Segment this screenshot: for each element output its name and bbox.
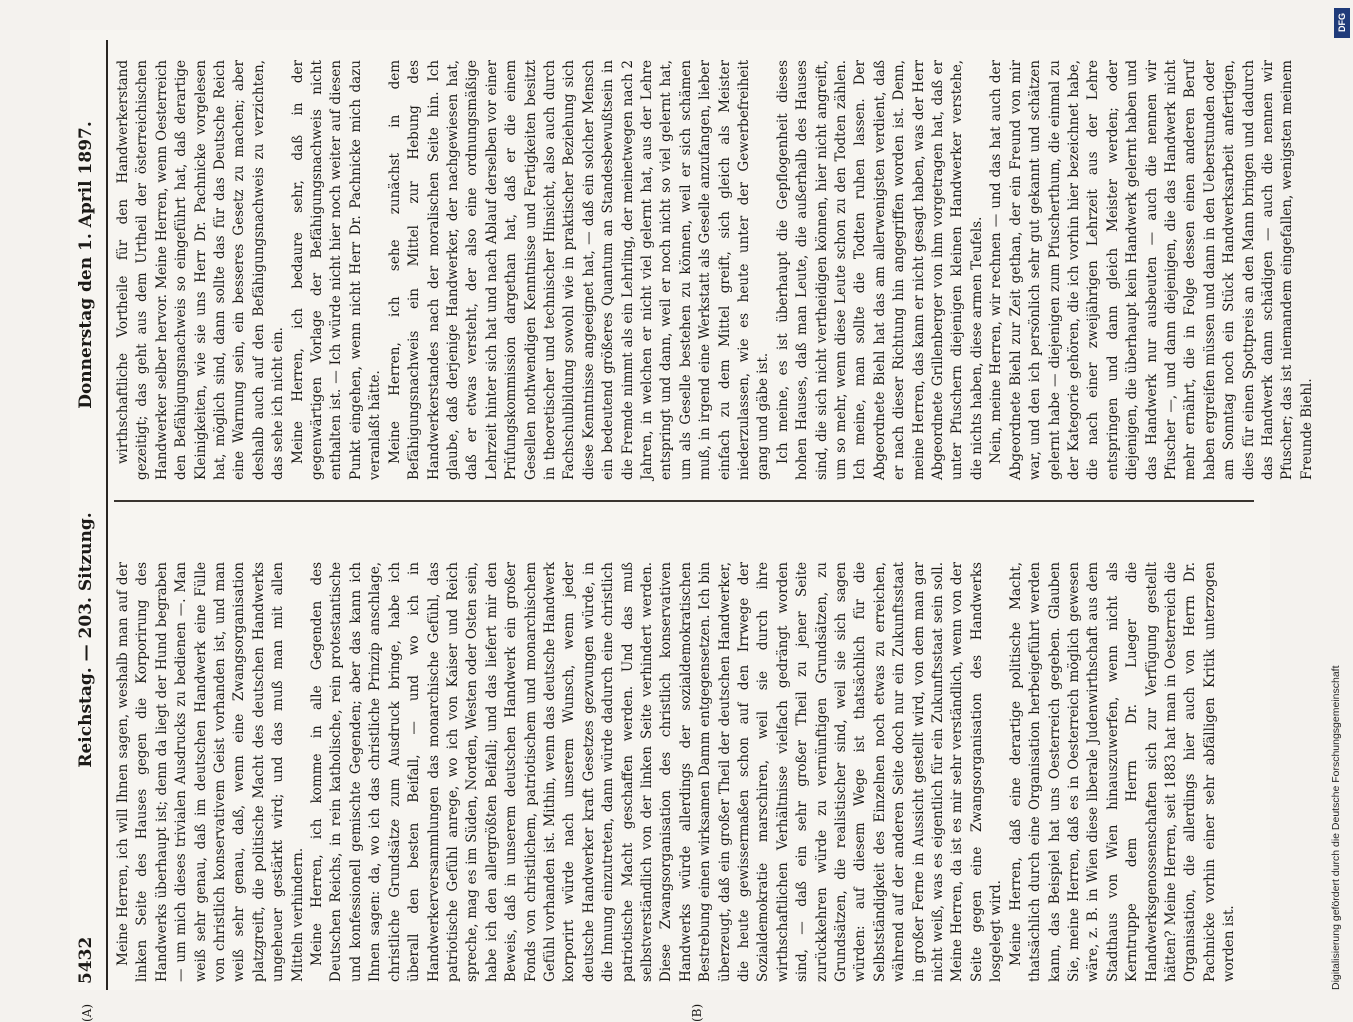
- paragraph: wirthschaftliche Vortheile für den Handwerkerstand gezeitigt; das geht aus dem Urtheil der österreichischen Handwerker selber hervor. Meine Herren, wenn Oesterreich den Befähigungsnachweis so eingeführt hat, daß derartige Kleinigkeiten, wie sie uns Herr Dr. Pachnicke vorgelesen hat, möglich sind, dann sollte das für das Deutsche Reich eine Warnung sein, ein besseres Gesetz zu machen; aber deshalb auch auf den Befähigungsnachweis zu verzichten, das sehe ich nicht ein.: [115, 60, 287, 480]
- paragraph: Nein, meine Herren, wir rechnen — und das hat auch der Abgeordnete Biehl zur Zeit gethan, der ein Freund von mir war, und den ich persönlich sehr gut gekannt und schätzen gelernt habe — diejenigen zum Pfuscherthum, die einmal zu der Kategorie gehören, die ich vorhin hier bezeichnet habe, die nach einer zweijährigen Lehrzeit aus der Lehre entspringen und dann gleich Meister werden; oder diejenigen, die überhaupt kein Handwerk gelernt haben und das Handwerk nur ausbeuten — auch die nennen wir Pfuscher —, und dann diejenigen, die das Handwerk nicht mehr ernährt, die in Folge dessen einen anderen Beruf haben ergreifen müssen und dann in den Ueberstunden oder am Sonntag noch ein Stück Handwerksarbeit anfertigen, dies für einen Spottpreis an den Mann bringen und dadurch das Handwerk dann schädigen — auch die nennen wir Pfuscher; das ist niemandem eingefallen, wenigsten meinem Freunde Biehl.: [988, 60, 1315, 480]
- paragraph: Meine Herren, daß eine derartige politische Macht, thatsächlich durch eine Organisation herbeigeführt werden kann, das Beispiel hat uns Oesterreich gegeben. Glauben Sie, meine Herren, daß es in Oesterreich möglich gewesen wäre, z. B. in Wien diese liberale Judenwirthschaft aus dem Stadthaus von Wien hinauszuwerfen, wenn nicht als Kerntruppe dem Herrn Dr. Lueger die Handwerksgenossenschaften sich zur Verfügung gestellt hätten? Meine Herren, seit 1883 hat man in Oesterreich die Organisation, die allerdings hier auch von Herrn Dr. Pachnicke vorhin einer sehr abfälligen Kritik unterzogen worden ist.: [1007, 562, 1238, 982]
- column-divider: [114, 500, 1254, 502]
- paragraph: Meine Herren, ich will Ihnen sagen, weshalb man auf der linken Seite des Hauses gegen die Korporirung des Handwerks überhaupt ist; denn da liegt der Hund begraben — um mich dieses trivialen Ausdrucks zu bedienen —. Man weiß sehr genau, daß im deutschen Handwerk eine Fülle von christlich konservativem Geist vorhanden ist, und man weiß sehr genau, daß, wenn eine Zwangsorganisation platzgreift, die politische Macht des deutschen Handwerks ungeheuer gestärkt wird; und das muß man mit allen Mitteln verhindern.: [115, 562, 306, 982]
- funding-notice: Digitalisierung gefördert durch die Deutsche Forschungsgemeinschaft: [1330, 665, 1342, 990]
- margin-mark-b: (B): [690, 1003, 704, 1022]
- paragraph: Meine Herren, ich bedaure sehr, daß in der gegenwärtigen Vorlage der Befähigungsnachweis nicht enthalten ist. — Ich würde nicht hier noch weiter auf diesen Punkt eingehen, wenn nicht Herr Dr. Pachnicke mich dazu veranlaßt hätte.: [289, 60, 384, 480]
- running-header: [70, 30, 104, 990]
- left-column: [114, 562, 1254, 982]
- printed-sheet: [70, 30, 1315, 1022]
- header-date: Donnerstag den 1. April 1897.: [76, 121, 96, 409]
- margin-mark-a: (A): [80, 1003, 94, 1022]
- page-number: 5432: [76, 936, 96, 984]
- paragraph: Ich meine, es ist überhaupt die Gepflogenheit dieses hohen Hauses, daß man Leute, die außerhalb des Hauses sind, die sich nicht vertheidigen können, hier nicht angreift, um so mehr, wenn diese Leute schon zu den Todten zählen. Ich meine, man sollte die Todten ruhen lassen. Der Abgeordnete Biehl hat das am allerwenigsten verdient, daß er nach dieser Richtung hin angegriffen worden ist. Denn, meine Herren, das kann er nicht gesagt haben, was der Herr Abgeordnete Grillenberger von ihm vorgetragen hat, daß er unter Pfuschern diejenigen kleinen Handwerker verstehe, die nichts haben, diese armen Teufels.: [774, 60, 985, 480]
- header-session: Reichstag. — 203. Sitzung.: [76, 512, 96, 768]
- right-column: [114, 60, 1315, 480]
- dfg-logo: DFG: [1334, 8, 1350, 38]
- paragraph: Meine Herren, ich komme in alle Gegenden des Deutschen Reichs, in rein katholische, rein protestantische und konfessionell gemischte Gegenden; aber das kann ich Ihnen sagen: da, wo ich das christliche Prinzip anschlage, christliche Grundsätze zum Ausdruck bringe, habe ich überall den besten Beifall, — und wo ich in Handwerkerversammlungen das monarchische Gefühl, das patriotische Gefühl anrege, wo ich von Kaiser und Reich spreche, mag es im Süden, Norden, Westen oder Osten sein, habe ich den allergrößten Beifall; und das liefert mir den Beweis, daß in unserem deutschen Handwerk ein großer Fonds von christlichem, patriotischem und monarchischem Gefühl vorhanden ist. Mithin, wenn das deutsche Handwerk korporirt würde nach unserem Wunsch, wenn jeder deutsche Handwerker kraft Gesetzes gezwungen würde, in die Innung einzutreten, dann würde dadurch eine christlich patriotische Macht geschaffen werden. Und das muß selbstverständlich von der linken Seite verhindert werden. Diese Zwangsorganisation des christlich konservativen Handwerks würde allerdings der sozialdemokratischen Bestrebung einen wirksamen Damm entgegensetzen. Ich bin überzeugt, daß ein großer Theil der deutschen Handwerker, die heute gewissermaßen schon auf den Irrwege der Sozialdemokratie marschiren, weil sie durch ihre wirthschaftlichen Verhältnisse vielfach gedrängt worden sind, — daß ein sehr großer Theil zu jener Seite zurückkehren würde zu vernünftigen Grundsätzen, zu Grundsätzen, die realistischer sind, weil sie sich sagen würden: auf diesem Wege ist thatsächlich für die Selbstständigkeit des Einzelnen noch etwas zu erreichen, während auf der anderen Seite doch nur ein Zukunftsstaat in großer Ferne in Aussicht gestellt wird, von dem man gar nicht weiß, was es eigentlich für ein Zukunftsstaat sein soll. Meine Herren, da ist es mir sehr verständlich, wenn von der Seite gegen eine Zwangsorganisation des Handwerks losgelegt wird.: [309, 562, 1005, 982]
- header-rule: [106, 40, 108, 990]
- paragraph: Meine Herren, ich sehe zunächst in dem Befähigungsnachweis ein Mittel zur Hebung des Handwerkerstandes nach der moralischen Seite hin. Ich glaube, daß derjenige Handwerker, der nachgewiesen hat, daß er etwas versteht, der also eine ordnungsmäßige Lehrzeit hinter sich hat und nach Ablauf derselben vor einer Prüfungskommission dargethan hat, daß er die einem Gesellen nothwendigen Kenntnisse und Fertigkeiten besitzt in theoretischer und technischer Hinsicht, also auch durch Fachschulbildung sowohl wie in praktischer Beziehung sich diese Kenntnisse angeeignet hat, — daß ein solcher Mensch ein bedeutend größeres Quantum an Standesbewußtsein in die Fremde nimmt als ein Lehrling, der meinetwegen nach 2 Jahren, in welchen er nicht viel gelernt hat, aus der Lehre entspringt und dann, weil er noch nicht so viel gelernt hat, um als Geselle bestehen zu können, weil er sich schämen muß, in irgend eine Werkstatt als Geselle anzufangen, lieber einfach zu dem Mittel greift, sich gleich als Meister niederzulassen, wie es heute unter der Gewerbefreiheit gang und gäbe ist.: [386, 60, 772, 480]
